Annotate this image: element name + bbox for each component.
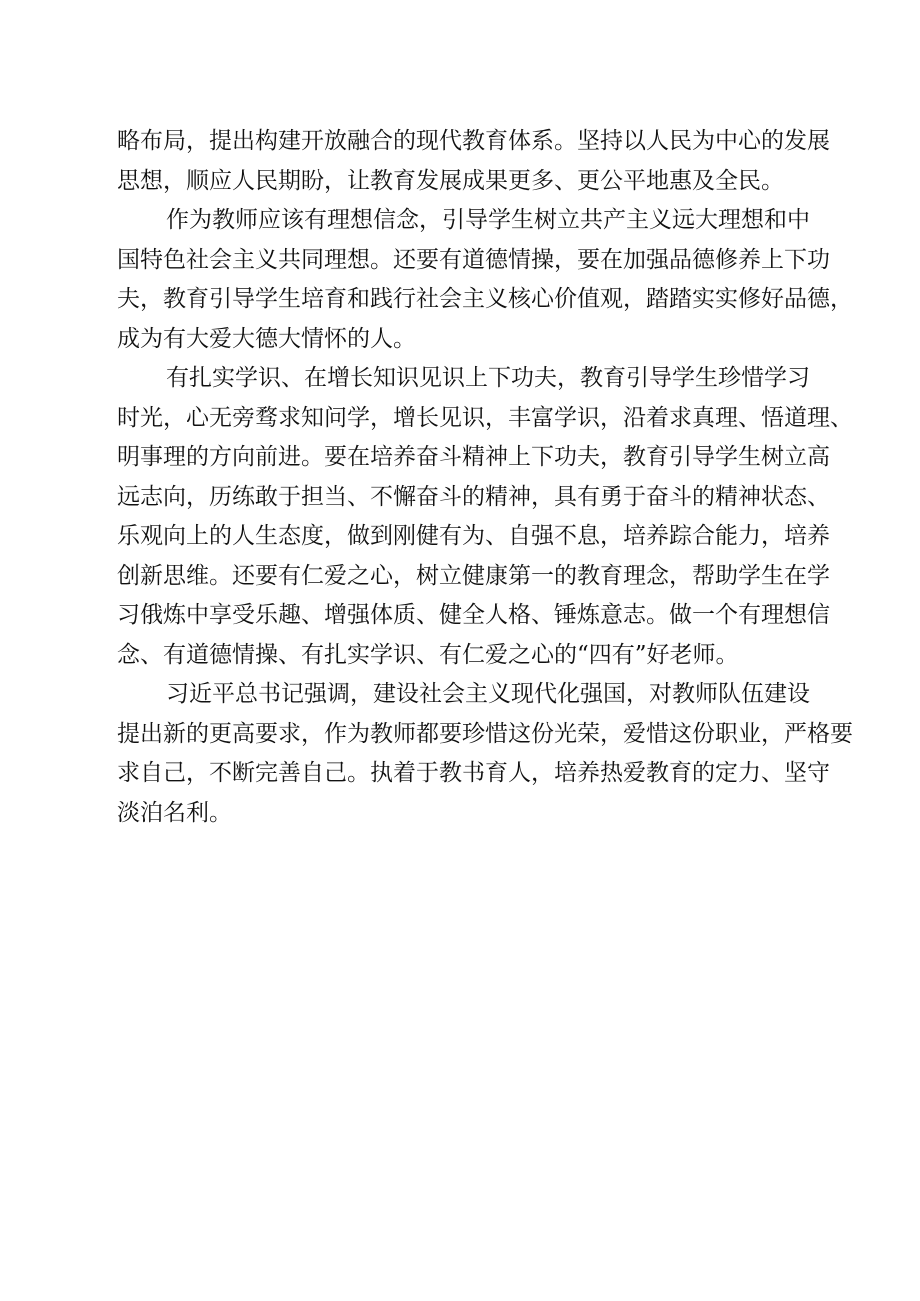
text-line: 念、有道德情操、有扎实学识、有仁爱之心的“四有”好老师。 [117, 641, 739, 668]
paragraph [117, 122, 847, 201]
text-line: 时光，心无旁骛求知问学，增长见识，丰富学识，沿着求真理、悟道理、 [117, 404, 853, 431]
text-line: 思想，顺应人民期盼，让教育发展成果更多、更公平地惠及全民。 [117, 167, 784, 194]
text-line: 求自己，不断完善自己。执着于教书育人，培养热爱教育的定力、坚守 [117, 760, 830, 786]
text-line: 淡泊名利。 [117, 799, 232, 826]
text-line: 作为教师应该有理想信念，引导学生树立共产主义远大理想和中 [166, 207, 810, 233]
paragraph [117, 359, 853, 675]
text-line: 习近平总书记强调，建设社会主义现代化强国，对教师队伍建设 [166, 681, 810, 707]
text-line: 创新思维。还要有仁爱之心，树立健康第一的教育理念，帮助学生在学 [117, 562, 830, 589]
text-line: 夫，教育引导学生培育和践行社会主义核心价值观，踏踏实实修好品德， [117, 286, 853, 312]
text-line: 提出新的更高要求，作为教师都要珍惜这份光荣，爱惜这份职业，严格要 [117, 720, 853, 747]
text-line: 成为有大爱大德大情怀的人。 [117, 325, 416, 352]
text-line: 国特色社会主义共同理想。还要有道德情操，要在加强品德修养上下功 [117, 246, 830, 273]
paragraph [117, 201, 853, 359]
text-line: 明事理的方向前进。要在培养奋斗精神上下功夫，教育引导学生树立高 [117, 444, 830, 470]
text-line: 乐观向上的人生态度，做到刚健有为、自强不息，培养踪合能力，培养 [117, 523, 830, 549]
text-line: 习俄炼中享受乐趣、增强体质、健全人格、锤炼意志。做一个有理想信 [117, 602, 830, 628]
text-line: 远志向，历练敢于担当、不懈奋斗的精神，具有勇于奋斗的精神状态、 [117, 483, 830, 510]
text-line: 略布局，提出构建开放融合的现代教育体系。坚持以人民为中心的发展 [117, 128, 830, 154]
document-body [117, 122, 853, 833]
paragraph [117, 675, 853, 833]
text-line: 有扎实学识、在增长知识见识上下功夫，教育引导学生珍惜学习 [166, 365, 810, 391]
